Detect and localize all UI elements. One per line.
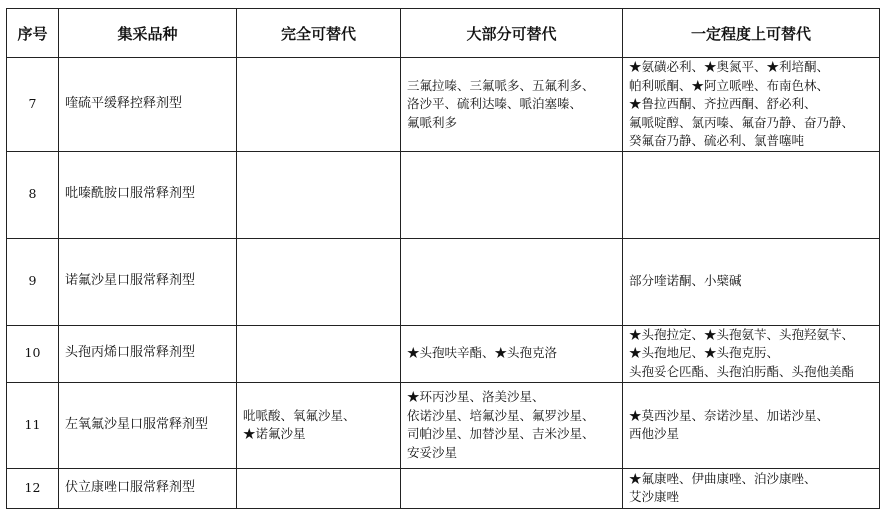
cell-line: ★诺氟沙星 xyxy=(243,426,306,441)
drug-variety: 吡嗪酰胺口服常释剂型 xyxy=(59,151,237,238)
cell-line: ★氨磺必利、★奥氮平、★利培酮、 xyxy=(629,59,830,74)
cell-line: 西他沙星 xyxy=(629,426,680,441)
mostly-substitutable-cell xyxy=(401,382,623,468)
mostly-substitutable-cell xyxy=(401,238,623,325)
partially-substitutable-cell xyxy=(623,325,880,382)
row-number: 12 xyxy=(7,468,59,508)
cell-line: ★鲁拉西酮、齐拉西酮、舒必利、 xyxy=(629,96,817,111)
cell-line: 安妥沙星 xyxy=(407,444,458,460)
cell-line: ★头孢地尼、★头孢克肟、 xyxy=(629,345,780,361)
fully-substitutable-cell xyxy=(237,151,401,238)
row-number: 10 xyxy=(7,325,59,382)
cell-line: ★头孢呋辛酯、★头孢克洛 xyxy=(407,345,558,361)
partially-substitutable-cell xyxy=(623,58,880,152)
cell-line: 司帕沙星、加替沙星、吉米沙星、 xyxy=(407,426,595,441)
cell-line: 依诺沙星、培氟沙星、氟罗沙星、 xyxy=(407,407,595,423)
drug-variety: 伏立康唑口服常释剂型 xyxy=(59,468,237,508)
cell-line: 部分喹诺酮、小檗碱 xyxy=(629,273,742,289)
cell-line: 吡哌酸、氧氟沙星、 xyxy=(243,407,356,423)
fully-substitutable-cell xyxy=(237,382,401,468)
cell-line: 头孢妥仑匹酯、头孢泊肟酯、头孢他美酯 xyxy=(629,363,855,379)
table-row xyxy=(7,151,880,238)
header-row xyxy=(7,9,880,58)
partially-substitutable-cell xyxy=(623,382,880,468)
table-row xyxy=(7,238,880,325)
header-fully-substitutable: 完全可替代 xyxy=(237,9,401,58)
cell-line: ★莫西沙星、奈诺沙星、加诺沙星、 xyxy=(629,407,830,423)
drug-variety: 诺氟沙星口服常释剂型 xyxy=(59,238,237,325)
table-row xyxy=(7,325,880,382)
cell-line: 癸氟奋乃静、硫必利、氯普噻吨 xyxy=(629,133,805,148)
header-partially-substitutable: 一定程度上可替代 xyxy=(623,9,880,58)
table-body xyxy=(7,58,880,509)
mostly-substitutable-cell xyxy=(401,468,623,508)
fully-substitutable-cell xyxy=(237,325,401,382)
header-procurement-variety: 集采品种 xyxy=(59,9,237,58)
table-row xyxy=(7,382,880,468)
mostly-substitutable-cell xyxy=(401,151,623,238)
row-number: 7 xyxy=(7,58,59,152)
partially-substitutable-cell xyxy=(623,468,880,508)
substitution-table xyxy=(6,8,880,509)
cell-line: 三氟拉嗪、三氟哌多、五氟利多、 xyxy=(407,77,595,93)
cell-line: 氟哌啶醇、氯丙嗪、氟奋乃静、奋乃静、 xyxy=(629,114,855,130)
table-row xyxy=(7,58,880,152)
cell-line: ★氟康唑、伊曲康唑、泊沙康唑、 xyxy=(629,470,817,486)
partially-substitutable-cell xyxy=(623,238,880,325)
drug-variety: 喹硫平缓释控释剂型 xyxy=(59,58,237,152)
drug-variety: 左氧氟沙星口服常释剂型 xyxy=(59,382,237,468)
header-mostly-substitutable: 大部分可替代 xyxy=(401,9,623,58)
cell-line: 艾沙康唑 xyxy=(629,489,680,504)
mostly-substitutable-cell xyxy=(401,58,623,152)
partially-substitutable-cell xyxy=(623,151,880,238)
mostly-substitutable-cell xyxy=(401,325,623,382)
drug-variety: 头孢丙烯口服常释剂型 xyxy=(59,325,237,382)
cell-line: 氟哌利多 xyxy=(407,114,458,130)
cell-line: 洛沙平、硫利达嗪、哌泊塞嗪、 xyxy=(407,96,583,111)
fully-substitutable-cell xyxy=(237,58,401,152)
row-number: 11 xyxy=(7,382,59,468)
fully-substitutable-cell xyxy=(237,238,401,325)
cell-line: ★环丙沙星、洛美沙星、 xyxy=(407,389,545,404)
row-number: 8 xyxy=(7,151,59,238)
cell-line: ★头孢拉定、★头孢氨苄、头孢羟氨苄、 xyxy=(629,326,855,342)
row-number: 9 xyxy=(7,238,59,325)
table-row xyxy=(7,468,880,508)
header-serial-number: 序号 xyxy=(7,9,59,58)
cell-line: 帕利哌酮、★阿立哌唑、布南色林、 xyxy=(629,77,830,93)
fully-substitutable-cell xyxy=(237,468,401,508)
